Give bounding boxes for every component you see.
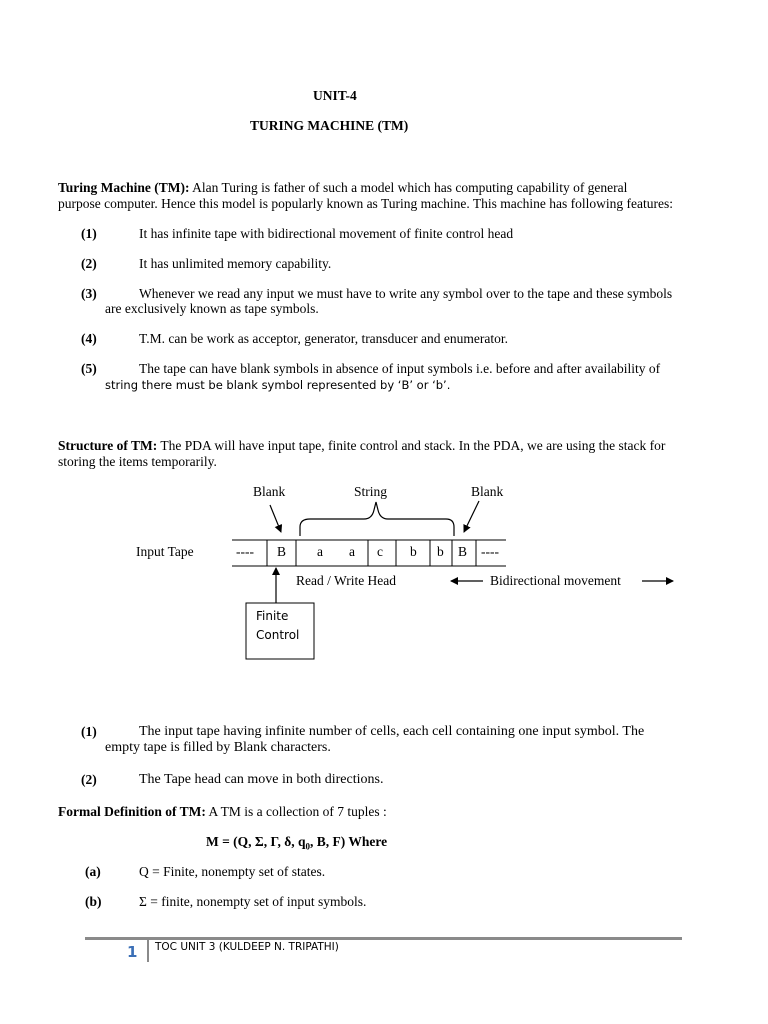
footer-title: TOC UNIT 3 (KULDEEP N. TRIPATHI) — [155, 941, 339, 953]
tape-cell: b — [437, 544, 444, 559]
unit-heading: UNIT-4 — [313, 88, 357, 103]
movement-label: Bidirectional movement — [490, 573, 621, 588]
formal-definition — [58, 804, 387, 820]
blank-right-arrow — [464, 501, 479, 532]
definition-letter: (a) — [85, 864, 101, 879]
footer-separator — [147, 940, 149, 962]
structure-term: Structure of TM: — [58, 438, 158, 453]
feature-text: It has unlimited memory capability. — [139, 256, 332, 271]
structure-text-2: storing the items temporarily. — [58, 454, 217, 469]
tuple-definition — [206, 834, 387, 852]
feature-number: (3) — [81, 286, 97, 301]
footer-rule — [85, 937, 682, 940]
structure-text-1: The PDA will have input tape, finite control and stack. In the PDA, we are using the stack for — [157, 438, 666, 453]
tape-cell: a — [349, 544, 355, 559]
intro-text-1: Alan Turing is father of such a model which has computing capability of general — [189, 180, 628, 195]
feature-number: (1) — [81, 226, 97, 241]
definition-text: Q = Finite, nonempty set of states. — [139, 864, 326, 879]
finite-control-label-2: Control — [256, 628, 300, 642]
tuple-subscript: 0 — [305, 841, 310, 852]
head-label: Read / Write Head — [296, 573, 397, 588]
tuple-suffix: , B, F) Where — [309, 834, 388, 849]
point-number: (2) — [81, 772, 97, 787]
blank-left-label: Blank — [253, 484, 286, 499]
formal-text: A TM is a collection of 7 tuples : — [205, 804, 387, 819]
intro-term: Turing Machine (TM): — [58, 180, 190, 195]
feature-number: (5) — [81, 361, 97, 376]
feature-text: T.M. can be work as acceptor, generator, transducer and enumerator. — [139, 331, 509, 346]
formal-term: Formal Definition of TM: — [58, 804, 206, 819]
feature-text-cont: string there must be blank symbol represented by ‘B’ or ‘b’. — [105, 378, 451, 392]
point-text: The input tape having infinite number of cells, each cell containing one input symbol. The — [139, 724, 645, 739]
tape-cell: B — [277, 544, 287, 559]
tape-cell: a — [317, 544, 323, 559]
tape-cell: ---- — [481, 544, 499, 559]
finite-control-label-1: Finite — [256, 609, 289, 623]
tuple-prefix: M = (Q, Σ, Γ, δ, q — [206, 834, 306, 849]
blank-left-arrow — [270, 505, 281, 532]
tape-cell: ---- — [236, 544, 254, 559]
feature-text-cont: are exclusively known as tape symbols. — [105, 301, 319, 316]
page-number: 1 — [127, 943, 138, 961]
feature-number: (4) — [81, 331, 97, 346]
feature-text: It has infinite tape with bidirectional movement of finite control head — [139, 226, 514, 241]
definition-text: Σ = finite, nonempty set of input symbols. — [139, 894, 367, 909]
page-title: TURING MACHINE (TM) — [250, 118, 409, 133]
intro-text-2: purpose computer. Hence this model is popularly known as Turing machine. This machine has following features: — [58, 196, 674, 211]
tape-cell: B — [458, 544, 468, 559]
tape-cell: b — [410, 544, 417, 559]
definition-letter: (b) — [85, 894, 102, 909]
point-text-cont: empty tape is filled by Blank characters. — [105, 740, 331, 755]
blank-right-label: Blank — [471, 484, 504, 499]
feature-text: The tape can have blank symbols in absence of input symbols i.e. before and after availability of — [139, 361, 661, 376]
input-tape-label: Input Tape — [136, 544, 194, 559]
feature-text: Whenever we read any input we must have to write any symbol over to the tape and these symbols — [139, 286, 673, 301]
tape-cell: c — [377, 544, 383, 559]
string-label: String — [354, 484, 388, 499]
point-text: The Tape head can move in both directions. — [139, 772, 384, 787]
point-number: (1) — [81, 724, 97, 739]
feature-number: (2) — [81, 256, 97, 271]
string-brace — [300, 502, 454, 536]
